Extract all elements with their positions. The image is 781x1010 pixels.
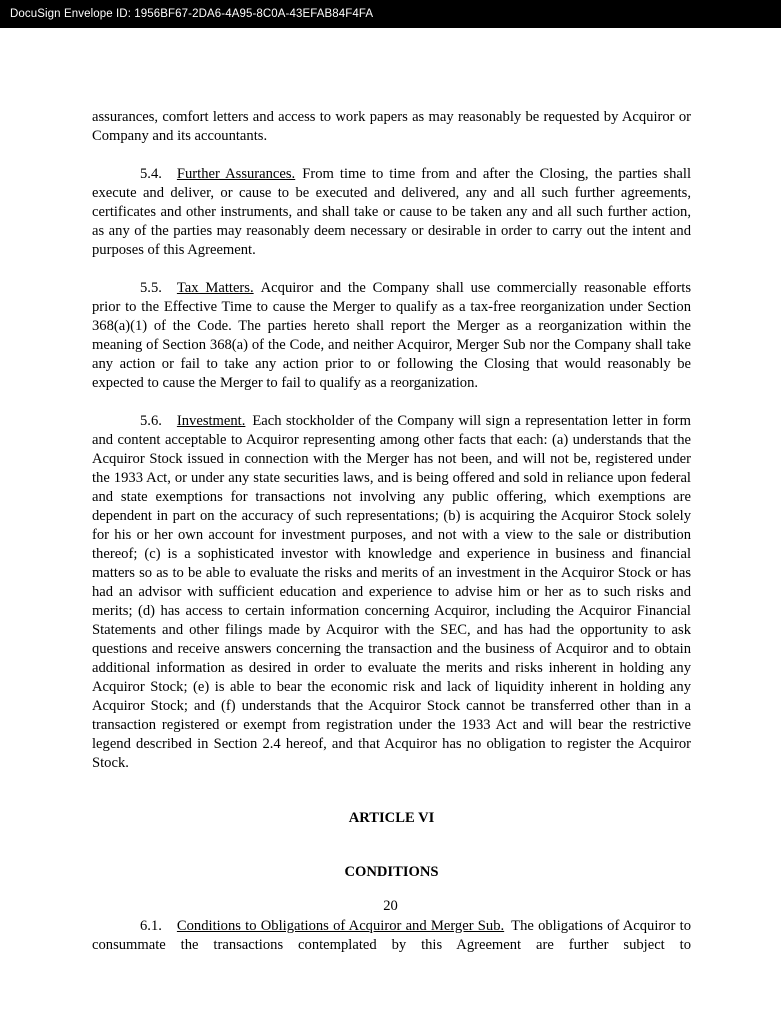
paragraph-continuation bbox=[92, 108, 691, 146]
section-5-4-title: Further Assurances. bbox=[176, 166, 296, 182]
section-5-5-number: 5.5. bbox=[140, 280, 162, 296]
section-6-1-body: The obligations of Acquiror to consummate the transactions contemplated by this Agreement are further subject to bbox=[92, 918, 692, 953]
section-5-4 bbox=[92, 165, 691, 260]
docusign-envelope-id: DocuSign Envelope ID: 1956BF67-2DA6-4A95-8C0A-43EFAB84F4FA bbox=[10, 8, 374, 20]
article-subheading: CONDITIONS bbox=[344, 864, 439, 880]
page-number: 20 bbox=[383, 898, 398, 914]
section-5-4-body: From time to time from and after the Closing, the parties shall execute and deliver, or cause to be executed and delivered, any and all such further agreements, certificates and other instruments, and shall take or cause to be taken any and all such further action, as any of the parties may reasonably deem necessary or desirable in order to carry out the intent and purposes of this Agreement. bbox=[92, 166, 691, 258]
section-5-6-title: Investment. bbox=[176, 413, 246, 429]
section-5-6-body: Each stockholder of the Company will sign a representation letter in form and content acceptable to Acquiror representing among other facts that each: (a) understands that the Acquiror Stock issued in connection with the Merger has not been, and will not be, registered under the 1933 Act, or under any state securities laws, and is being offered and sold in reliance upon federal and state exemptions for transactions not involving any public offering, which exemptions are dependent in part on the accuracy of such representations; (b) is acquiring the Acquiror Stock solely for his or her own account for investment purposes, and not with a view to the sale or distribution thereof; (c) is a sophisticated investor with knowledge and experience in business and financial matters so as to be able to evaluate the risks and merits of an investment in the Acquiror Stock or has had an advisor with sufficient education and experience to advise him or her as to such risks and merits; (d) has access to certain information concerning Acquiror, including the Acquiror Financial Statements and other filings made by Acquiror with the SEC, and has had the opportunity to ask questions and receive answers concerning the transaction and the business of Acquiror and to obtain additional information as desired in order to evaluate the merits and risks inherent in holding any Acquiror Stock; (e) is able to bear the economic risk and lack of liquidity inherent in holding any Acquiror Stock; and (f) understands that the Acquiror Stock cannot be transferred other than in a transaction registered or exempt from registration under the 1933 Act and will bear the restrictive legend described in Section 2.4 hereof, and that Acquiror has no obligation to register the Acquiror Stock. bbox=[92, 413, 691, 771]
section-5-5 bbox=[92, 279, 691, 393]
section-5-4-number: 5.4. bbox=[140, 166, 162, 182]
section-5-5-title: Tax Matters. bbox=[176, 280, 254, 296]
article-heading: ARTICLE VI bbox=[348, 810, 435, 826]
docusign-envelope-bar bbox=[0, 0, 781, 28]
document-page bbox=[0, 28, 781, 1010]
continuation-text: assurances, comfort letters and access to work papers as may reasonably be requested by Acquiror or Company and its accountants. bbox=[92, 109, 691, 144]
section-6-1 bbox=[92, 917, 691, 955]
section-6-1-number: 6.1. bbox=[140, 918, 162, 934]
section-5-5-body: Acquiror and the Company shall use commercially reasonable efforts prior to the Effective Time to cause the Merger to qualify as a tax-free reorganization under Section 368(a)(1) of the Code. The parties hereto shall report the Merger as a reorganization within the meaning of Section 368(a) of the Code, and neither Acquiror, Merger Sub nor the Company shall take any action or fail to take any action prior to or following the Closing that would reasonably be expected to cause the Merger to fail to qualify as a reorganization. bbox=[92, 280, 692, 391]
section-6-1-title: Conditions to Obligations of Acquiror and Merger Sub. bbox=[176, 918, 505, 934]
section-5-6 bbox=[92, 412, 691, 773]
section-5-6-number: 5.6. bbox=[140, 413, 162, 429]
